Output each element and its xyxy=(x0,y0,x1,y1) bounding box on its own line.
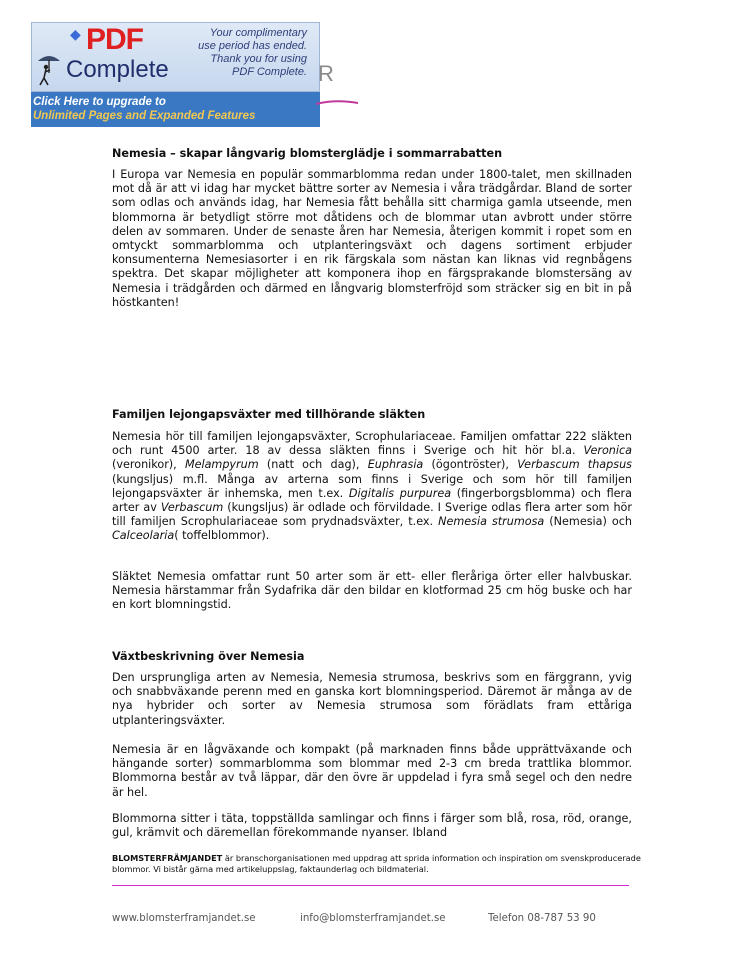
paragraph-growth: Nemesia är en lågväxande och kompakt (på marknaden finns både upprättväxande och hängande sorter) sommarblomma som blommar med 2-3 cm breda trattlika blommor. Blommorna består av två läppar, där den övre är uppdelad i fyra små segel och den nedre är hel. xyxy=(112,743,632,799)
logo-swoosh-icon xyxy=(316,97,358,107)
footer-phone: Telefon 08-787 53 90 xyxy=(488,913,596,924)
text-run: (fingerborgsblomma) och flera arter av xyxy=(112,486,632,515)
organisation-description: är branschorganisationen med uppdrag att sprida information och inspiration om svenskproducerade blommor. Vi bistår gärna med artikeluppslag, faktaunderlag och bildmaterial. xyxy=(112,853,641,874)
species-name: Nemesia strumosa xyxy=(438,515,545,529)
trial-note-line: use period has ended. xyxy=(198,40,307,52)
species-name: Calceolaria xyxy=(112,529,175,543)
footer-organisation-note xyxy=(112,853,642,875)
paragraph-original-species: Den ursprungliga arten av Nemesia, Nemesia strumosa, beskrivs som en färggrann, yvig och snabbväxande perenn med en ganska kort blomningsperiod. Däremot är många av de nya hybrider och sorter av Nemesia strumosa som förädlats fram ettåriga utplanteringsväxter. xyxy=(112,671,632,727)
paragraph-family xyxy=(112,430,632,544)
trial-note-line: Your complimentary xyxy=(209,27,307,39)
paragraph-genus: Släktet Nemesia omfattar runt 50 arter som är ett- eller fleråriga örter eller halvbuskar. Nemesia härstammar från Sydafrika där den bildar en klotformad 25 cm hög buske och har en kort blomningstid. xyxy=(112,570,632,612)
logo-fragment: R xyxy=(318,61,334,86)
footer-email-link[interactable]: info@blomsterframjandet.se xyxy=(300,913,446,924)
species-name: Verbascum xyxy=(160,501,224,515)
complete-logo-text: Complete xyxy=(66,56,169,83)
section-heading-description: Växtbeskrivning över Nemesia xyxy=(112,650,305,663)
species-name: Digitalis purpurea xyxy=(348,486,452,500)
section-heading-family: Familjen lejongapsväxter med tillhörande släkten xyxy=(112,408,426,421)
paragraph-flowers: Blommorna sitter i täta, toppställda samlingar och finns i färger som blå, rosa, röd, orange, gul, krämvit och däremellan förekommande nyanser. Ibland xyxy=(112,812,632,840)
pdf-complete-banner xyxy=(31,22,320,127)
paragraph-intro: I Europa var Nemesia en populär sommarblomma redan under 1800-talet, men skillnaden mot då är att vi idag har mycket bättre sorter av Nemesia i våra trädgårdar. Bland de sorter som odlas och används idag, har Nemesia fått behålla sitt charmiga gamla utseende, men blommorna är betydligt större mot dåtidens och de blommar utan avbrott under större delen av sommaren. Under de senaste åren har Nemesia, återigen kommit i ropet som en omtyckt sommarblomma och utplanteringsväxt och dagens sortiment erbjuder konsumenterna Nemesiasorter i en rik färgskala som nästan kan liknas vid regnbågens spektra. Det skapar möjligheter att komponera ihop en färgsprakande blomstersäng av Nemesia i trädgården och därmed en långvarig blomsterfröjd som sträcker sig en bit in på höstkanten! xyxy=(112,168,632,309)
text-run: (Nemesia) och xyxy=(544,515,632,529)
organisation-name: BLOMSTERFRÄMJANDET xyxy=(112,853,223,863)
footer-website-link[interactable]: www.blomsterframjandet.se xyxy=(112,913,256,924)
species-name: Melampyrum xyxy=(184,458,259,472)
text-run: (natt och dag), xyxy=(258,458,368,472)
upgrade-line: Click Here to upgrade to xyxy=(33,96,166,108)
text-run: (ögontröster), xyxy=(423,458,518,472)
text-run: (kungsljus) är odlade och förvildade. I Sverige odlas flera arter som hör till familjen Scrophulariaceae som prydnadsväxter, t.ex. xyxy=(112,501,632,529)
footer-divider xyxy=(112,885,629,886)
text-run: Nemesia hör till familjen lejongapsväxter, Scrophulariaceae. Familjen omfattar 222 släkten och runt 4500 arter. 18 av dessa släkten finns i Sverige och hit hör bl.a. xyxy=(112,430,632,458)
text-run: ( toffelblommor). xyxy=(174,529,270,543)
upgrade-link[interactable] xyxy=(31,22,320,127)
pdf-logo-star-icon: ◆ xyxy=(70,27,81,43)
text-run: (veronikor), xyxy=(112,458,185,472)
trial-note-line: PDF Complete. xyxy=(232,66,307,78)
text-run: (kungsljus) m.fl. Många av arterna som finns i Sverige och som hör till familjen lejongapsväxter är inhemska, men t.ex. xyxy=(112,472,632,500)
trial-note-line: Thank you for using xyxy=(210,53,307,65)
section-heading-nemesia: Nemesia – skapar långvarig blomsterglädje i sommarrabatten xyxy=(112,147,503,160)
upgrade-line: Unlimited Pages and Expanded Features xyxy=(33,110,256,122)
pdf-logo-text: PDF xyxy=(86,23,143,56)
species-name: Veronica xyxy=(583,444,632,458)
species-name: Euphrasia xyxy=(367,458,424,472)
species-name: Verbascum thapsus xyxy=(517,458,632,472)
